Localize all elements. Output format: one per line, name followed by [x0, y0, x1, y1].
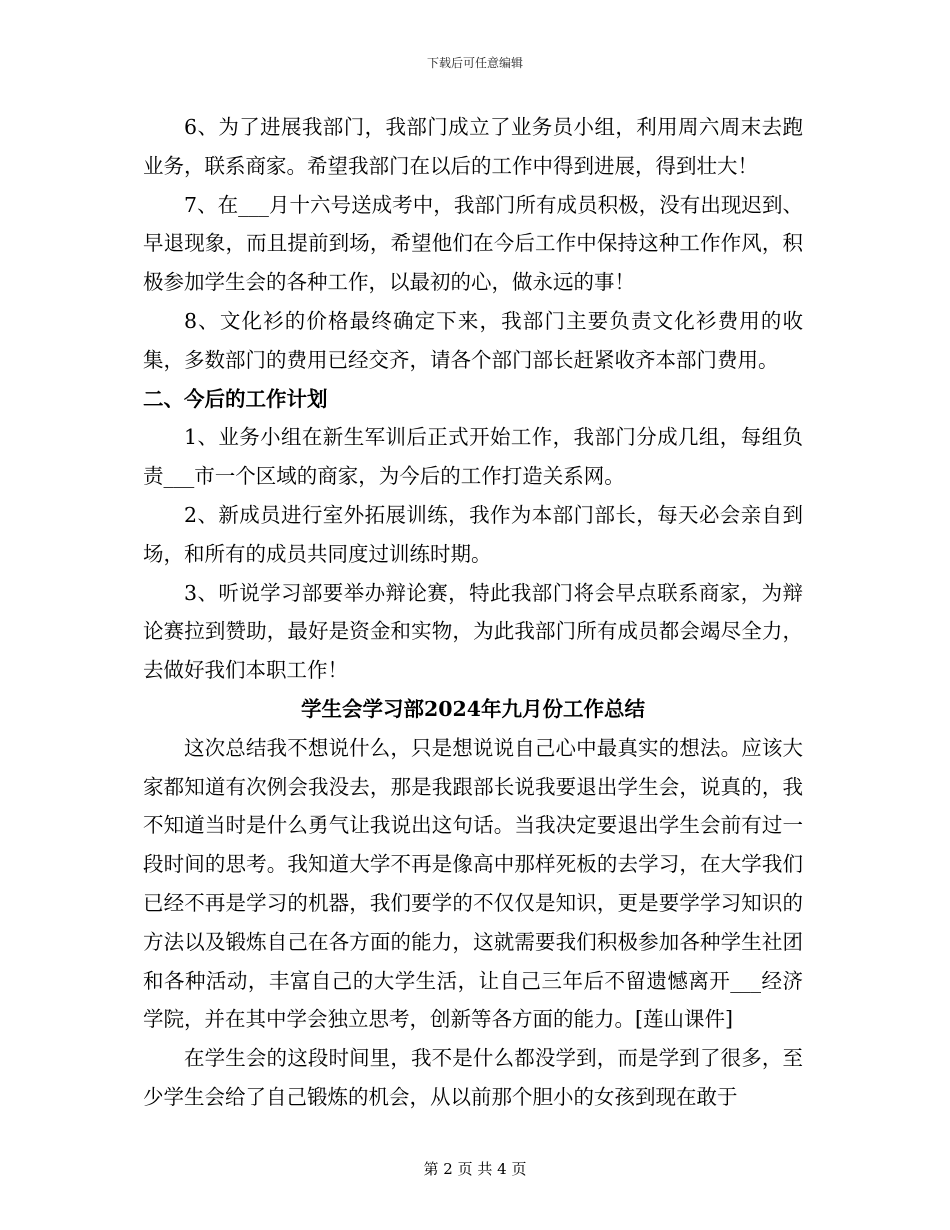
plan-item-2: 2、新成员进行室外拓展训练，我作为本部门部长，每天必会亲自到场，和所有的成员共同度过训练时期。	[143, 502, 803, 566]
page-footer: 第 2 页 共 4 页	[423, 1160, 527, 1178]
paragraph-item-8: 8、文化衫的价格最终确定下来，我部门主要负责文化衫费用的收集，多数部门的费用已经交齐，请各个部门部长赶紧收齐本部门费用。	[143, 308, 803, 372]
plan-item-1: 1、业务小组在新生军训后正式开始工作，我部门分成几组，每组负责___市一个区域的商家，为今后的工作打造关系网。	[143, 425, 803, 489]
summary-paragraph-2: 在学生会的这段时间里，我不是什么都没学到，而是学到了很多，至少学生会给了自己锻炼的机会，从以前那个胆小的女孩到现在敢于	[143, 1046, 803, 1109]
paragraph-item-6: 6、为了进展我部门，我部门成立了业务员小组，利用周六周末去跑业务，联系商家。希望我部门在以后的工作中得到进展，得到壮大！	[143, 115, 803, 178]
page-header: 下载后可任意编辑	[426, 56, 523, 70]
document-body	[143, 108, 803, 1117]
document-title: 学生会学习部2024年九月份工作总结	[300, 696, 646, 721]
plan-item-3: 3、听说学习部要举办辩论赛，特此我部门将会早点联系商家，为辩论赛拉到赞助，最好是资金和实物，为此我部门所有成员都会竭尽全力，去做好我们本职工作！	[143, 580, 803, 683]
section-heading: 二、今后的工作计划	[143, 386, 328, 411]
summary-paragraph-1: 这次总结我不想说什么，只是想说说自己心中最真实的想法。应该大家都知道有次例会我没去，那是我跟部长说我要退出学生会，说真的，我不知道当时是什么勇气让我说出这句话。当我决定要退出学生会前有过一段时间的思考。我知道大学不再是像高中那样死板的去学习，在大学我们已经不再是学习的机器，我们要学的不仅仅是知识，更是要学学习知识的方法以及锻炼自己在各方面的能力，这就需要我们积极参加各种学生社团和各种活动，丰富自己的大学生活，让自己三年后不留遗憾离开___经济学院，并在其中学会独立思考，创新等各方面的能力。[莲山课件]	[143, 735, 803, 1032]
paragraph-item-7: 7、在___月十六号送成考中，我部门所有成员积极，没有出现迟到、早退现象，而且提前到场，希望他们在今后工作中保持这种工作作风，积极参加学生会的各种工作，以最初的心，做永远的事！	[143, 192, 803, 295]
